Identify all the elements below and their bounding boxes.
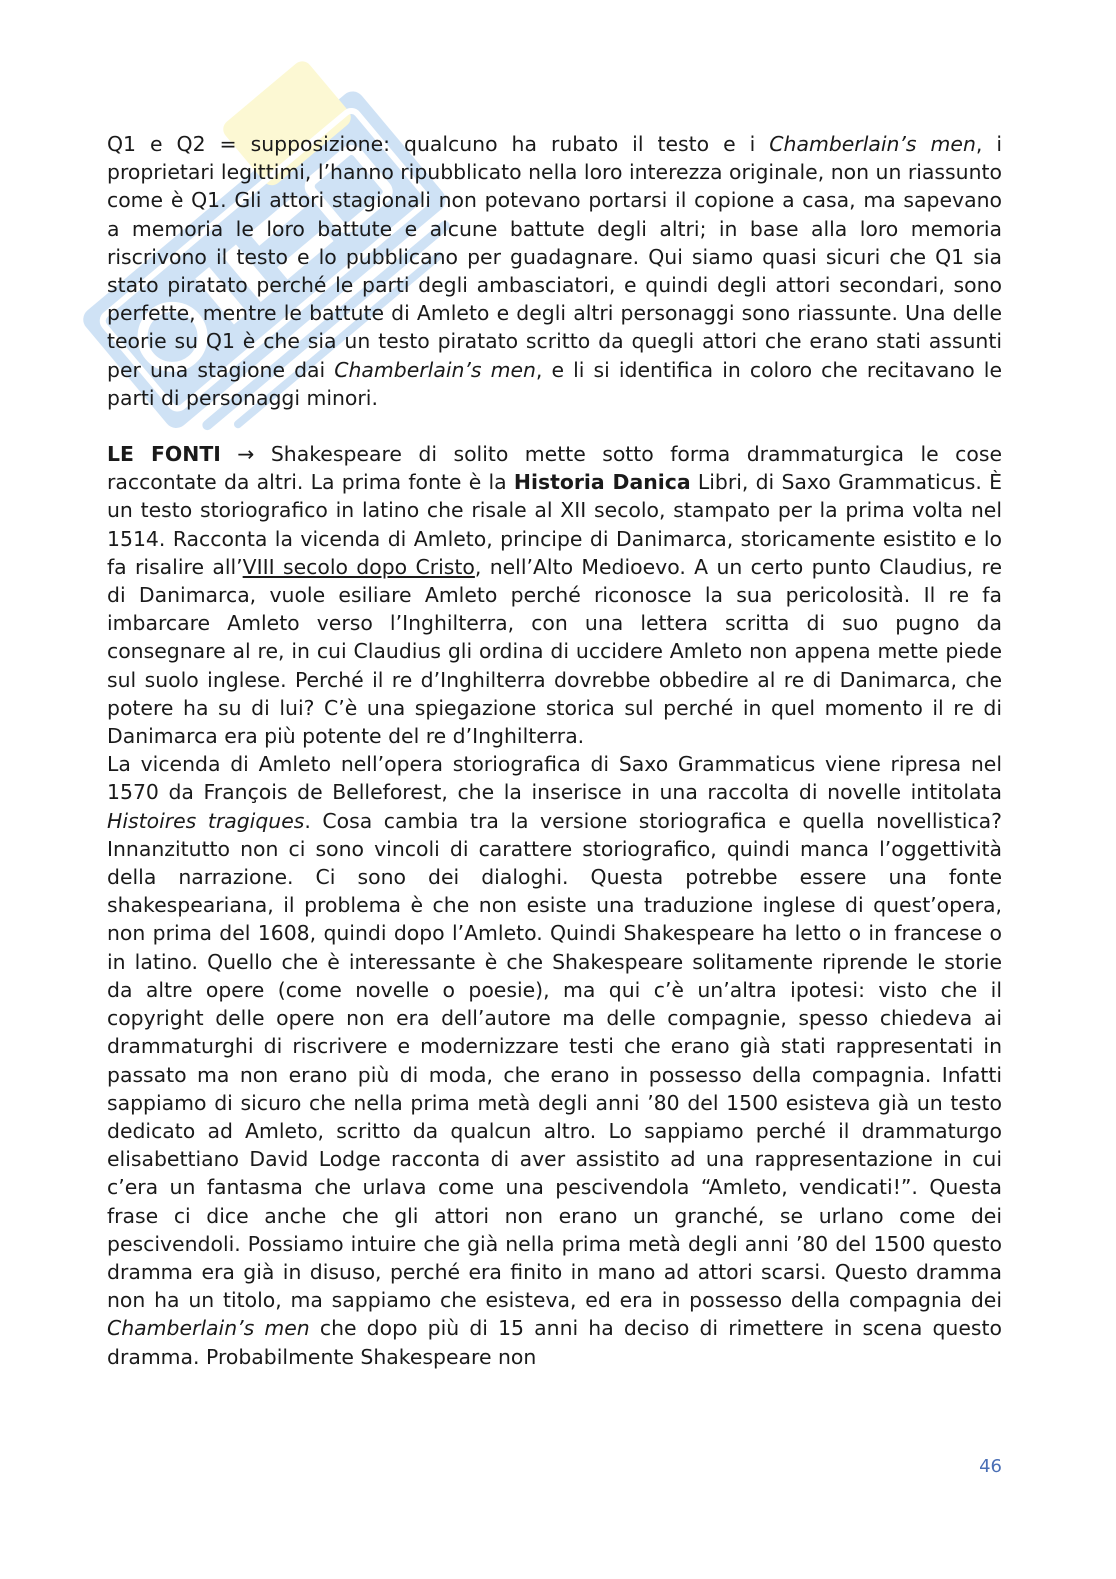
text-run: , e li si identifica in coloro che recitavano le parti di personaggi minori. bbox=[107, 357, 1002, 410]
arrow-icon: → bbox=[237, 442, 255, 467]
text-run: Libri, di Saxo Grammaticus. È un testo storiografico in latino che risale al XII secolo, stampato per la prima volta nel 1514. Racconta la vicenda di Amleto, principe di Danimarca, storicamente esistito e lo fa risalire all’ bbox=[107, 470, 1003, 579]
text-run: , i proprietari legittimi, l’hanno ripubblicato nella loro interezza originale, non un riassunto come è Q1. Gli attori stagionali non potevano portarsi il copione a casa, ma sapevano a memoria le loro battute e alcune battute degli altri; in base alla loro memoria riscrivono il testo e lo pubblicano per guadagnare. Qui siamo quasi sicuri che Q1 sia stato piratato perché le parti degli ambasciatori, e quindi degli attori secondari, sono perfette, mentre le battute di Amleto e degli altri personaggi sono riassunte. Una delle teorie su Q1 è che sia un testo piratato scritto da quegli attori che erano stati assunti per una stagione dai bbox=[107, 132, 1003, 382]
page-number: 46 bbox=[979, 1456, 1002, 1477]
italic-title: Chamberlain’s men bbox=[334, 357, 536, 382]
italic-title: Chamberlain’s men bbox=[107, 1316, 310, 1341]
underlined-text: VIII secolo dopo Cristo bbox=[242, 554, 475, 579]
document-page bbox=[107, 130, 1002, 1371]
section-heading: LE FONTI bbox=[107, 442, 221, 467]
paragraph-le-fonti bbox=[107, 440, 1002, 750]
text-run: Shakespeare di solito mette sotto forma drammaturgica le cose raccontate da altri. La prima fonte è la bbox=[107, 442, 1002, 495]
paragraph-belleforest bbox=[107, 750, 1002, 1370]
text-run: che dopo più di 15 anni ha deciso di rimettere in scena questo dramma. Probabilmente Shakespeare non bbox=[107, 1316, 1002, 1369]
text-run: Q1 e Q2 = supposizione: qualcuno ha rubato il testo e i bbox=[107, 132, 770, 156]
italic-title: Chamberlain’s men bbox=[769, 132, 976, 156]
italic-title: Histoires tragiques bbox=[107, 808, 305, 833]
paragraph-q1-q2 bbox=[107, 130, 1002, 412]
text-run: . Cosa cambia tra la versione storiografica e quella novellistica? Innanzitutto non ci sono vincoli di carattere storiografico, quindi manca l’oggettività della narrazione. Ci sono dei dialoghi. Questa potrebbe essere una fonte shakespeariana, il problema è che non esiste una traduzione inglese di quest’opera, non prima del 1608, quindi dopo l’Amleto. Quindi Shakespeare ha letto o in francese o in latino. Quello che è interessante è che Shakespeare solitamente riprende le storie da altre opere (come novelle o poesie), ma qui c’è un’altra ipotesi: visto che il copyright delle opere non era dell’autore ma delle compagnie, spesso chiedeva ai drammaturghi di riscrivere e modernizzare testi che erano già stati rappresentati in passato ma non erano più di moda, che erano in possesso della compagnia. Infatti sappiamo di sicuro che nella prima metà degli anni ’80 del 1500 esisteva già un testo dedicato ad Amleto, scritto da qualcun altro. Lo sappiamo perché il drammaturgo elisabettiano David Lodge racconta di aver assistito ad una rappresentazione in cui c’era un fantasma che urlava come una pescivendola “Amleto, vendicati!”. Questa frase ci dice anche che gli attori non erano un granché, se urlano come dei pescivendoli. Possiamo intuire che già nella prima metà degli anni ’80 del 1500 questo dramma era già in disuso, perché era finito in mano ad attori scarsi. Questo dramma non ha un titolo, ma sappiamo che esisteva, ed era in possesso della compagnia dei bbox=[107, 808, 1002, 1313]
paragraph-spacer bbox=[107, 412, 1002, 440]
text-run: , nell’Alto Medioevo. A un certo punto Claudius, re di Danimarca, vuole esiliare Amleto perché riconosce la sua pericolosità. Il re fa imbarcare Amleto verso l’Inghilterra, con una lettera scritta di suo pugno da consegnare al re, in cui Claudius gli ordina di uccidere Amleto non appena mette piede sul suolo inglese. Perché il re d’Inghilterra dovrebbe obbedire al re di Danimarca, che potere ha su di lui? C’è una spiegazione storica sul perché in quel momento il re di Danimarca era più potente del re d’Inghilterra. bbox=[107, 554, 1002, 749]
text-run: La vicenda di Amleto nell’opera storiografica di Saxo Grammaticus viene ripresa nel 1570 da François de Belleforest, che la inserisce in una raccolta di novelle intitolata bbox=[107, 752, 1002, 805]
bold-title: Historia Danica bbox=[513, 470, 691, 495]
